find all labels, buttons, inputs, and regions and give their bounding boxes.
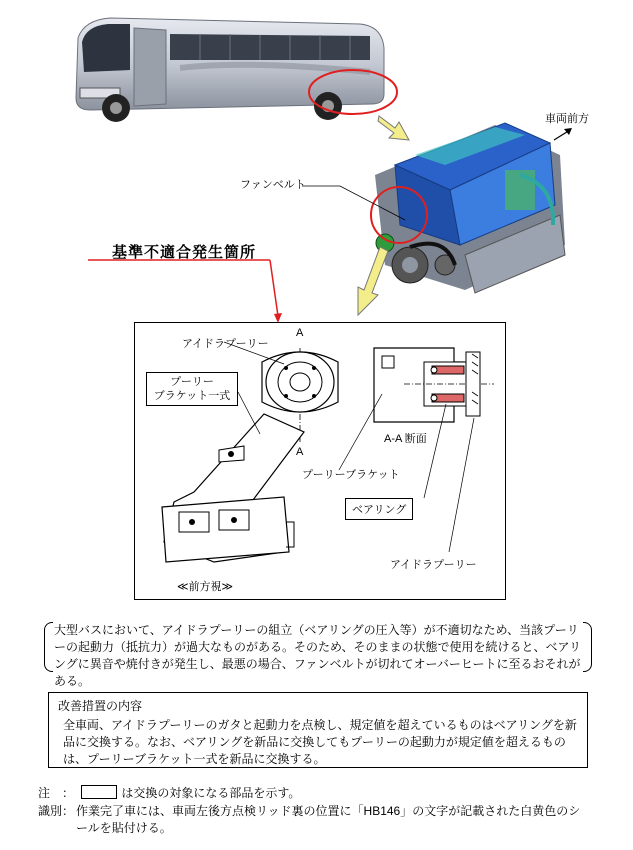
defect-location-pointer [88, 258, 288, 324]
section-mark-bottom: A [296, 446, 304, 458]
note-line [38, 785, 598, 802]
idler-pulley-top-label: アイドラプーリー [182, 338, 269, 350]
defect-location-heading: 基準不適合発生箇所 [112, 244, 257, 261]
section-mark-top: A [296, 327, 304, 339]
note-label: 注 ： [38, 786, 75, 800]
defect-description-text: 大型バスにおいて、アイドラプーリーの組立（ベアリングの圧入等）が不適切なため、当該プーリーの起動力（抵抗力）が過大なものがある。そのため、そのままの状態で使用を続けると、ベアリングに異音や焼付きが発生し、最悪の場合、ファンベルトが切れてオーバーヒートに至るおそれがある。 [54, 623, 582, 688]
identification-text: 作業完了車には、車両左後方点検リッド裏の位置に「HB146」の文字が記載された白黄色のシールを貼付ける。 [76, 804, 581, 835]
note-legend-box [81, 785, 117, 799]
vehicle-front-label: 車両前方 [545, 113, 589, 125]
improvement-title: 改善措置の内容 [58, 699, 143, 713]
note-text: は交換の対象になる部品を示す。 [121, 786, 301, 800]
identification-line [38, 803, 598, 837]
section-view-label: A-A 断面 [384, 433, 427, 445]
pulley-assembly-label: プーリー ブラケット一式 [146, 372, 238, 406]
front-view-label: ≪前方視≫ [177, 581, 234, 593]
identification-label: 識別： [38, 804, 75, 818]
fan-belt-label: ファンベルト [240, 179, 306, 191]
pulley-bracket-label: プーリーブラケット [302, 469, 400, 481]
idler-pulley-bottom-label: アイドラプーリー [390, 559, 477, 571]
defect-description [48, 622, 588, 688]
bearing-label: ベアリング [345, 498, 413, 520]
improvement-body: 全車両、アイドラプーリーのガタと起動力を点検し、規定値を超えているものはベアリングを新品に交換する。なお、ベアリングを新品に交換してもプーリーの起動力が規定値を超えるものは、プーリーブラケット一式を新品に交換する。 [63, 718, 577, 766]
fan-belt-leader [300, 184, 410, 224]
improvement-box [48, 692, 588, 768]
arrow-to-diagram [350, 245, 392, 317]
